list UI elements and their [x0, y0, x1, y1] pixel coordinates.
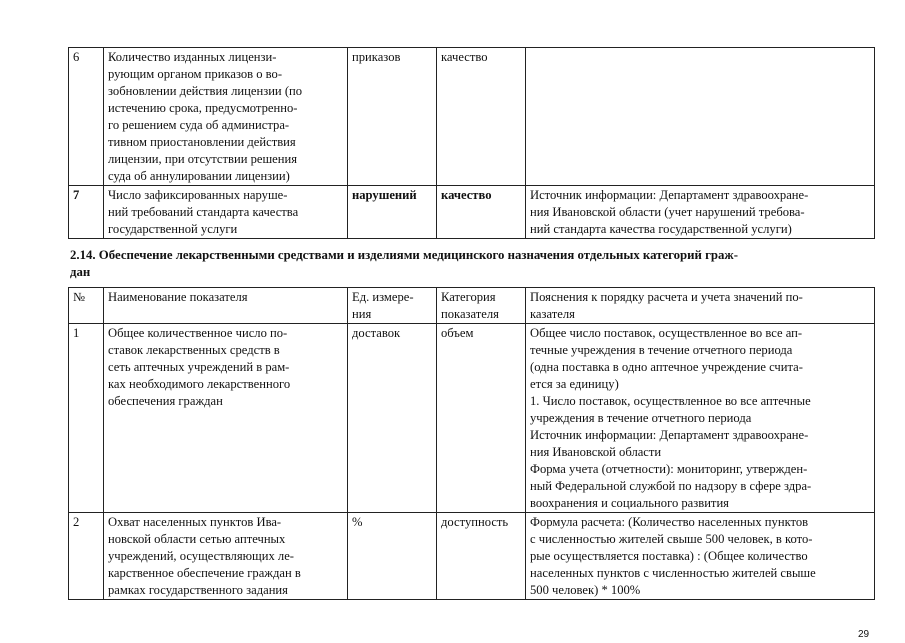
- text-line: 2.14. Обеспечение лекарственными средствами и изделиями медицинского назначения отдельных категорий граж-: [70, 248, 738, 262]
- text-line: воохранения и социального развития: [530, 496, 729, 510]
- text-line: сеть аптечных учреждений в рам-: [108, 360, 290, 374]
- text-line: рамках государственного задания: [108, 583, 288, 597]
- text-line: 500 человек) * 100%: [530, 583, 641, 597]
- text-line: населенных пунктов с численностью жителей свыше: [530, 566, 816, 580]
- section-title: [70, 247, 870, 281]
- text-line: Количество изданных лицензи-: [108, 50, 277, 64]
- text-line: государственной услуги: [108, 222, 238, 236]
- text-line: Число зафиксированных наруше-: [108, 188, 288, 202]
- text-line: 1. Число поставок, осуществленное во все аптечные: [530, 394, 811, 408]
- indicator-name: [104, 48, 348, 186]
- header-unit: [348, 288, 437, 324]
- category-cell: качество: [437, 186, 526, 239]
- page-number: 29: [858, 629, 870, 640]
- unit-cell: %: [348, 513, 437, 600]
- table-row: [69, 186, 875, 239]
- text-line: рые осуществляется поставка) : (Общее количество: [530, 549, 808, 563]
- text-line: с численностью жителей свыше 500 человек, в кото-: [530, 532, 813, 546]
- text-line: обеспечения граждан: [108, 394, 223, 408]
- text-line: суда об аннулировании лицензии): [108, 169, 290, 183]
- header-category: [437, 288, 526, 324]
- category-cell: объем: [437, 324, 526, 513]
- table-row: [69, 513, 875, 600]
- text-line: ках необходимого лекарственного: [108, 377, 291, 391]
- row-number: 2: [69, 513, 104, 600]
- text-line: истечению срока, предусмотренно-: [108, 101, 298, 115]
- text-line: ный Федеральной службой по надзору в сфере здра-: [530, 479, 812, 493]
- text-line: показателя: [441, 307, 499, 321]
- row-number: 6: [69, 48, 104, 186]
- table-row: [69, 48, 875, 186]
- text-line: Категория: [441, 290, 496, 304]
- text-line: ется за единицу): [530, 377, 619, 391]
- text-line: Общее число поставок, осуществленное во все ап-: [530, 326, 803, 340]
- text-line: Пояснения к порядку расчета и учета значений по-: [530, 290, 803, 304]
- header-name: Наименование показателя: [104, 288, 348, 324]
- text-line: ний требований стандарта качества: [108, 205, 299, 219]
- text-line: ставок лекарственных средств в: [108, 343, 280, 357]
- text-line: учреждения в течение отчетного периода: [530, 411, 752, 425]
- text-line: (одна поставка в одно аптечное учреждение счита-: [530, 360, 803, 374]
- explanation-cell: [526, 48, 875, 186]
- text-line: новской области сетью аптечных: [108, 532, 286, 546]
- category-cell: доступность: [437, 513, 526, 600]
- text-line: ний стандарта качества государственной услуги): [530, 222, 792, 236]
- text-line: ния Ивановской области: [530, 445, 662, 459]
- text-line: течные учреждения в течение отчетного периода: [530, 343, 793, 357]
- indicator-name: [104, 324, 348, 513]
- indicators-table: [68, 287, 875, 600]
- text-line: тивном приостановлении действия: [108, 135, 296, 149]
- text-line: Форма учета (отчетности): мониторинг, утвержден-: [530, 462, 808, 476]
- text-line: Общее количественное число по-: [108, 326, 288, 340]
- text-line: Источник информации: Департамент здравоохране-: [530, 428, 809, 442]
- indicator-name: [104, 186, 348, 239]
- unit-cell: нарушений: [348, 186, 437, 239]
- unit-cell: приказов: [348, 48, 437, 186]
- text-line: Источник информации: Департамент здравоохране-: [530, 188, 809, 202]
- explanation-cell: [526, 513, 875, 600]
- text-line: го решением суда об администра-: [108, 118, 290, 132]
- row-number: 7: [69, 186, 104, 239]
- text-line: зобновлении действия лицензии (по: [108, 84, 303, 98]
- text-line: ния Ивановской области (учет нарушений требова-: [530, 205, 805, 219]
- unit-cell: доставок: [348, 324, 437, 513]
- row-number: 1: [69, 324, 104, 513]
- table-header-row: [69, 288, 875, 324]
- header-num: №: [69, 288, 104, 324]
- text-line: Ед. измере-: [352, 290, 414, 304]
- explanation-cell: [526, 324, 875, 513]
- text-line: Формула расчета: (Количество населенных пунктов: [530, 515, 809, 529]
- text-line: карственное обеспечение граждан в: [108, 566, 301, 580]
- text-line: лицензии, при отсутствии решения: [108, 152, 298, 166]
- indicator-name: [104, 513, 348, 600]
- text-line: дан: [70, 265, 91, 279]
- text-line: Охват населенных пунктов Ива-: [108, 515, 282, 529]
- header-explanation: [526, 288, 875, 324]
- text-line: учреждений, осуществляющих ле-: [108, 549, 294, 563]
- text-line: казателя: [530, 307, 575, 321]
- table-continued: [68, 47, 875, 239]
- category-cell: качество: [437, 48, 526, 186]
- text-line: рующим органом приказов о во-: [108, 67, 283, 81]
- explanation-cell: [526, 186, 875, 239]
- text-line: ния: [352, 307, 372, 321]
- table-row: [69, 324, 875, 513]
